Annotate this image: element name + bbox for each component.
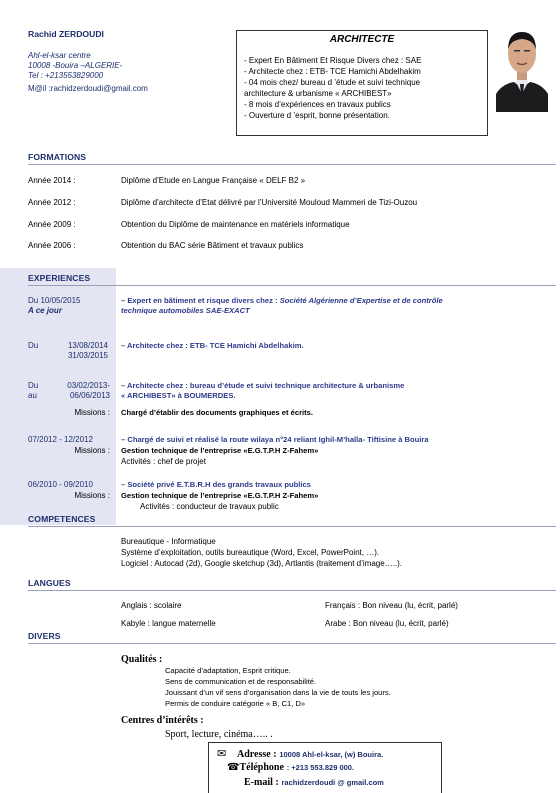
missions-label: Missions : (74, 446, 110, 455)
section-divider (28, 526, 556, 527)
experience-company: technique automobiles SAE-EXACT (121, 306, 250, 315)
email-label: E-mail : (244, 777, 279, 788)
competence-line: Logiciel : Autocad (2d), Google sketchup (3d), Artlantis (traitement d’image…..). (121, 559, 403, 568)
address-line-2: 10008 -Bouira –ALGERIE- (28, 61, 123, 70)
experience-date: 06/06/2013 (69, 391, 110, 400)
profile-summary-box (236, 30, 488, 136)
email-value[interactable]: rachidzerdoudi @ gmail.com (281, 778, 384, 787)
language-item: Kabyle : langue maternelle (121, 619, 216, 628)
experience-company: Société Algérienne d’Expertise et de contrôle (279, 296, 443, 305)
mission-text: Gestion technique de l’entreprise «E.G.T.P.H Z-Fahem» (121, 491, 319, 500)
missions-label: Missions : (74, 408, 110, 417)
address-line-1: Ahl-el-ksar centre (28, 51, 91, 60)
summary-line: - Expert En Bâtiment Et Risque Divers chez : SAE (244, 56, 422, 65)
language-item: Anglais : scolaire (121, 601, 182, 610)
envelope-icon: ✉ (217, 748, 227, 760)
experience-title: « ARCHIBEST» à BOUMERDES. (121, 391, 236, 400)
interests-heading: Centres d’intérêts : (121, 715, 204, 726)
profile-photo (496, 16, 548, 112)
experience-role: – Expert en bâtiment et risque divers chez : (121, 296, 280, 305)
phone-number: Tel : +213553829000 (28, 71, 104, 80)
experience-date: Du (28, 341, 39, 350)
section-divider (28, 590, 556, 591)
experience-date: Du (28, 381, 39, 390)
experience-date: A ce jour (28, 306, 62, 315)
formation-text: Obtention du BAC série Bâtiment et travaux publics (121, 241, 304, 250)
experience-date: 13/08/2014 (67, 341, 108, 350)
missions-label: Missions : (74, 491, 110, 500)
telephone-icon: ☎ (227, 762, 240, 773)
section-divider (28, 164, 556, 165)
contact-address (217, 747, 383, 760)
divers-heading: DIVERS (28, 631, 61, 641)
phone-label: Téléphone (239, 762, 284, 773)
formation-year: Année 2009 : (28, 220, 76, 229)
competences-heading: COMPETENCES (28, 514, 96, 524)
formation-year: Année 2014 : (28, 176, 76, 185)
competence-line: Bureautique - Informatique (121, 537, 216, 546)
quality-item: Jouissant d’un vif sens d’organisation dans la vie de touts les jours. (165, 688, 391, 697)
summary-line: - 8 mois d’expériences en travaux publics (244, 100, 391, 109)
experience-title: – Architecte chez : bureau d’étude et suivi technique architecture & urbanisme (121, 381, 405, 390)
qualites-heading: Qualités : (121, 654, 163, 665)
experience-date: 07/2012 - 12/2012 (28, 435, 93, 444)
quality-item: Capacité d’adaptation, Esprit critique. (165, 666, 291, 675)
activity-text: Activités : chef de projet (121, 457, 206, 466)
experience-title (121, 296, 443, 306)
quality-item: Sens de communication et de responsabilité. (165, 677, 317, 686)
contact-phone (227, 762, 354, 773)
experience-title: – Chargé de suivi et réalisé la route wilaya n°24 reliant Ighil-M’halla- Tiftisine à Bouira (121, 435, 429, 444)
formation-text: Diplôme d’Etude en Langue Française « DELF B2 » (121, 176, 306, 185)
experience-title: – Architecte chez : ETB- TCE Hamichi Abdelhakim. (121, 341, 304, 350)
interests-text: Sport, lecture, cinéma….. . (165, 729, 273, 740)
phone-value: : +213 553.829 000. (286, 763, 355, 772)
language-item: Français : Bon niveau (lu, écrit, parlé) (325, 601, 458, 610)
langues-heading: LANGUES (28, 578, 71, 588)
contact-email (244, 777, 384, 788)
address-value: 10008 Ahl-el-ksar, (w) Bouira. (279, 750, 384, 759)
candidate-name: Rachid ZERDOUDI (28, 29, 104, 39)
summary-line: - Ouverture d ’esprit, bonne présentation. (244, 111, 390, 120)
experience-date: 31/03/2015 (67, 351, 108, 360)
email-address[interactable]: M@il :rachidzerdoudi@gmail.com (28, 84, 148, 93)
mission-text: Chargé d’établir des documents graphiques et écrits. (121, 408, 314, 417)
summary-line: - Architecte chez : ETB- TCE Hamichi Abdelhakim (244, 67, 421, 76)
experience-date: au (28, 391, 37, 400)
formation-text: Diplôme d’architecte d’Etat délivré par l’Université Mouloud Mammeri de Tizi-Ouzou (121, 198, 418, 207)
mission-text: Gestion technique de l’entreprise «E.G.T.P.H Z-Fahem» (121, 446, 319, 455)
formation-year: Année 2006 : (28, 241, 76, 250)
activity-text: Activités : conducteur de travaux public (140, 502, 279, 511)
address-label: Adresse : (237, 749, 277, 760)
experience-date: 06/2010 - 09/2010 (28, 480, 93, 489)
contact-box (208, 742, 442, 793)
competence-line: Système d’exploitation, outils bureautique (Word, Excel, PowerPoint, …). (121, 548, 380, 557)
summary-line: architecture & urbanisme « ARCHIBEST» (244, 89, 392, 98)
job-title: ARCHITECTE (329, 34, 395, 45)
formation-year: Année 2012 : (28, 198, 76, 207)
experience-date: Du 10/05/2015 (28, 296, 81, 305)
formations-heading: FORMATIONS (28, 152, 87, 162)
summary-line: - 04 mois chez/ bureau d ’étude et suivi technique (244, 78, 421, 87)
experiences-heading: EXPERIENCES (28, 273, 91, 283)
experience-title: – Société privé E.T.B.R.H des grands travaux publics (121, 480, 311, 489)
formation-text: Obtention du Diplôme de maintenance en matériels informatique (121, 220, 350, 229)
experience-date: 03/02/2013- (67, 381, 110, 390)
section-divider (28, 285, 556, 286)
quality-item: Permis de conduire catégorie « B, C1, D» (165, 699, 306, 708)
section-divider (28, 643, 556, 644)
language-item: Arabe : Bon niveau (lu, écrit, parlé) (325, 619, 449, 628)
